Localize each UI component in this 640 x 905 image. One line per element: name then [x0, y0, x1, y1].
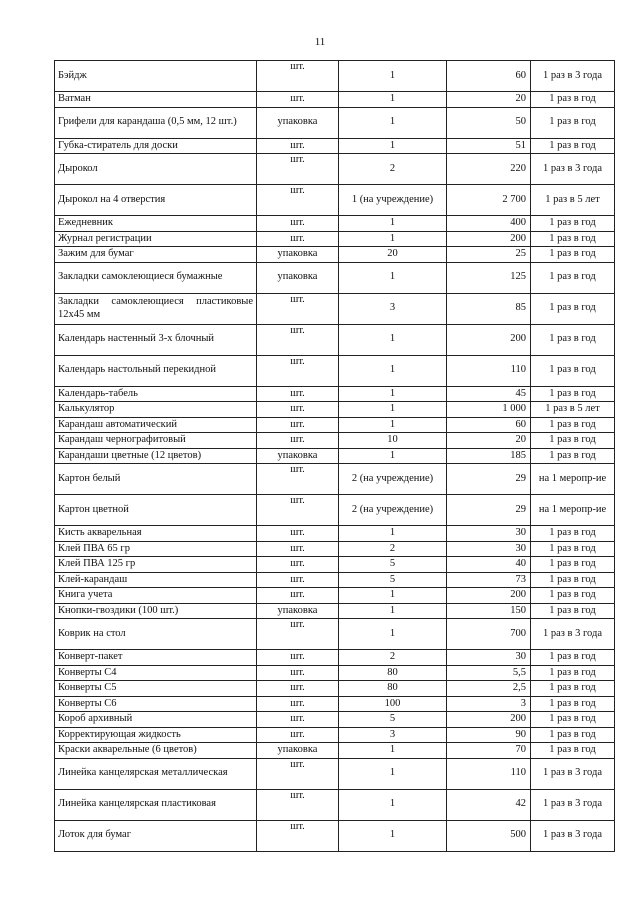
period-cell: 1 раз в год — [531, 433, 615, 449]
period-cell: 1 раз в 3 года — [531, 789, 615, 820]
unit-cell: шт. — [257, 138, 339, 154]
item-name-cell: Линейка канцелярская пластиковая — [55, 789, 257, 820]
period-cell: 1 раз в 5 лет — [531, 185, 615, 216]
quantity-cell: 1 — [339, 619, 447, 650]
price-cell: 5,5 — [447, 665, 531, 681]
item-name-cell: Карандаш чернографитовый — [55, 433, 257, 449]
price-cell: 42 — [447, 789, 531, 820]
unit-cell: шт. — [257, 216, 339, 232]
unit-cell: шт. — [257, 650, 339, 666]
table-row — [55, 712, 615, 728]
price-cell: 29 — [447, 495, 531, 526]
table-row — [55, 619, 615, 650]
item-name-cell: Конверт-пакет — [55, 650, 257, 666]
period-cell: 1 раз в год — [531, 572, 615, 588]
item-name-cell: Журнал регистрации — [55, 231, 257, 247]
unit-cell: шт. — [257, 758, 339, 789]
period-cell: 1 раз в 3 года — [531, 820, 615, 851]
price-cell: 200 — [447, 231, 531, 247]
unit-cell: шт. — [257, 402, 339, 418]
quantity-cell: 1 (на учреждение) — [339, 185, 447, 216]
unit-cell: упаковка — [257, 743, 339, 759]
unit-cell: шт. — [257, 464, 339, 495]
unit-cell: шт. — [257, 681, 339, 697]
period-cell: 1 раз в год — [531, 324, 615, 355]
item-name-cell: Календарь настольный перекидной — [55, 355, 257, 386]
item-name-cell: Кнопки-гвоздики (100 шт.) — [55, 603, 257, 619]
item-name-cell: Закладки самоклеющиеся пластиковые 12х45 мм — [55, 293, 257, 324]
item-name-cell: Зажим для бумаг — [55, 247, 257, 263]
item-name-cell: Конверты С4 — [55, 665, 257, 681]
period-cell: 1 раз в год — [531, 526, 615, 542]
price-cell: 2 700 — [447, 185, 531, 216]
item-name-cell: Дырокол — [55, 154, 257, 185]
price-cell: 90 — [447, 727, 531, 743]
price-cell: 73 — [447, 572, 531, 588]
price-cell: 200 — [447, 712, 531, 728]
table-row — [55, 650, 615, 666]
quantity-cell: 1 — [339, 92, 447, 108]
item-name-cell: Клей ПВА 125 гр — [55, 557, 257, 573]
item-name-cell: Губка-стиратель для доски — [55, 138, 257, 154]
price-cell: 500 — [447, 820, 531, 851]
price-cell: 125 — [447, 262, 531, 293]
quantity-cell: 10 — [339, 433, 447, 449]
period-cell: 1 раз в год — [531, 650, 615, 666]
period-cell: 1 раз в год — [531, 355, 615, 386]
price-cell: 85 — [447, 293, 531, 324]
price-cell: 220 — [447, 154, 531, 185]
quantity-cell: 1 — [339, 402, 447, 418]
table-row — [55, 138, 615, 154]
supplies-table — [54, 60, 615, 852]
period-cell: 1 раз в 5 лет — [531, 402, 615, 418]
period-cell: 1 раз в год — [531, 386, 615, 402]
table-row — [55, 681, 615, 697]
period-cell: 1 раз в год — [531, 262, 615, 293]
quantity-cell: 1 — [339, 324, 447, 355]
unit-cell: шт. — [257, 588, 339, 604]
item-name-cell: Калькулятор — [55, 402, 257, 418]
table-row — [55, 603, 615, 619]
unit-cell: шт. — [257, 231, 339, 247]
item-name-cell: Ежедневник — [55, 216, 257, 232]
quantity-cell: 1 — [339, 417, 447, 433]
quantity-cell: 1 — [339, 789, 447, 820]
period-cell: 1 раз в 3 года — [531, 61, 615, 92]
quantity-cell: 5 — [339, 572, 447, 588]
item-name-cell: Краски акварельные (6 цветов) — [55, 743, 257, 759]
table-row — [55, 464, 615, 495]
table-row — [55, 355, 615, 386]
period-cell: 1 раз в год — [531, 557, 615, 573]
unit-cell: упаковка — [257, 247, 339, 263]
quantity-cell: 2 — [339, 541, 447, 557]
unit-cell: шт. — [257, 572, 339, 588]
price-cell: 200 — [447, 588, 531, 604]
price-cell: 30 — [447, 650, 531, 666]
period-cell: 1 раз в год — [531, 712, 615, 728]
table-row — [55, 789, 615, 820]
price-cell: 400 — [447, 216, 531, 232]
quantity-cell: 5 — [339, 557, 447, 573]
unit-cell: упаковка — [257, 262, 339, 293]
unit-cell: шт. — [257, 696, 339, 712]
table-row — [55, 557, 615, 573]
table-row — [55, 448, 615, 464]
quantity-cell: 80 — [339, 665, 447, 681]
unit-cell: шт. — [257, 712, 339, 728]
unit-cell: шт. — [257, 789, 339, 820]
period-cell: 1 раз в год — [531, 665, 615, 681]
table-row — [55, 402, 615, 418]
price-cell: 185 — [447, 448, 531, 464]
price-cell: 20 — [447, 433, 531, 449]
unit-cell: шт. — [257, 386, 339, 402]
quantity-cell: 1 — [339, 231, 447, 247]
item-name-cell: Ватман — [55, 92, 257, 108]
item-name-cell: Лоток для бумаг — [55, 820, 257, 851]
quantity-cell: 1 — [339, 588, 447, 604]
period-cell: 1 раз в 3 года — [531, 619, 615, 650]
quantity-cell: 1 — [339, 526, 447, 542]
period-cell: 1 раз в год — [531, 247, 615, 263]
period-cell: на 1 меропр-ие — [531, 495, 615, 526]
unit-cell: упаковка — [257, 448, 339, 464]
price-cell: 51 — [447, 138, 531, 154]
period-cell: 1 раз в год — [531, 417, 615, 433]
unit-cell: шт. — [257, 154, 339, 185]
price-cell: 150 — [447, 603, 531, 619]
quantity-cell: 1 — [339, 448, 447, 464]
item-name-cell: Карандаши цветные (12 цветов) — [55, 448, 257, 464]
item-name-cell: Картон белый — [55, 464, 257, 495]
unit-cell: шт. — [257, 61, 339, 92]
quantity-cell: 1 — [339, 61, 447, 92]
table-row — [55, 324, 615, 355]
table-row — [55, 820, 615, 851]
item-name-cell: Дырокол на 4 отверстия — [55, 185, 257, 216]
unit-cell: шт. — [257, 727, 339, 743]
quantity-cell: 2 (на учреждение) — [339, 464, 447, 495]
period-cell: 1 раз в 3 года — [531, 758, 615, 789]
period-cell: 1 раз в год — [531, 231, 615, 247]
unit-cell: упаковка — [257, 107, 339, 138]
quantity-cell: 2 (на учреждение) — [339, 495, 447, 526]
quantity-cell: 1 — [339, 262, 447, 293]
period-cell: 1 раз в год — [531, 743, 615, 759]
period-cell: 1 раз в год — [531, 727, 615, 743]
table-row — [55, 696, 615, 712]
item-name-cell: Календарь настенный 3-х блочный — [55, 324, 257, 355]
table-row — [55, 417, 615, 433]
period-cell: 1 раз в год — [531, 293, 615, 324]
quantity-cell: 3 — [339, 293, 447, 324]
price-cell: 20 — [447, 92, 531, 108]
table-row — [55, 727, 615, 743]
item-name-cell: Коврик на стол — [55, 619, 257, 650]
item-name-cell: Линейка канцелярская металлическая — [55, 758, 257, 789]
price-cell: 200 — [447, 324, 531, 355]
quantity-cell: 1 — [339, 216, 447, 232]
period-cell: 1 раз в год — [531, 588, 615, 604]
table-row — [55, 495, 615, 526]
period-cell: 1 раз в год — [531, 216, 615, 232]
quantity-cell: 1 — [339, 386, 447, 402]
table-row — [55, 262, 615, 293]
unit-cell: шт. — [257, 185, 339, 216]
item-name-cell: Карандаш автоматический — [55, 417, 257, 433]
item-name-cell: Корректирующая жидкость — [55, 727, 257, 743]
table-row — [55, 588, 615, 604]
unit-cell: шт. — [257, 541, 339, 557]
period-cell: 1 раз в год — [531, 681, 615, 697]
page-number: 11 — [314, 36, 326, 48]
price-cell: 45 — [447, 386, 531, 402]
price-cell: 29 — [447, 464, 531, 495]
price-cell: 1 000 — [447, 402, 531, 418]
table-row — [55, 526, 615, 542]
unit-cell: шт. — [257, 820, 339, 851]
unit-cell: шт. — [257, 417, 339, 433]
period-cell: 1 раз в год — [531, 138, 615, 154]
table-row — [55, 92, 615, 108]
price-cell: 110 — [447, 355, 531, 386]
price-cell: 60 — [447, 61, 531, 92]
table-row — [55, 572, 615, 588]
price-cell: 30 — [447, 526, 531, 542]
period-cell: 1 раз в год — [531, 92, 615, 108]
unit-cell: шт. — [257, 665, 339, 681]
price-cell: 60 — [447, 417, 531, 433]
unit-cell: шт. — [257, 355, 339, 386]
item-name-cell: Клей ПВА 65 гр — [55, 541, 257, 557]
price-cell: 30 — [447, 541, 531, 557]
table-row — [55, 541, 615, 557]
price-cell: 2,5 — [447, 681, 531, 697]
item-name-cell: Короб архивный — [55, 712, 257, 728]
unit-cell: упаковка — [257, 603, 339, 619]
period-cell: 1 раз в год — [531, 107, 615, 138]
quantity-cell: 1 — [339, 820, 447, 851]
quantity-cell: 100 — [339, 696, 447, 712]
price-cell: 25 — [447, 247, 531, 263]
quantity-cell: 2 — [339, 154, 447, 185]
item-name-cell: Картон цветной — [55, 495, 257, 526]
quantity-cell: 20 — [339, 247, 447, 263]
quantity-cell: 1 — [339, 743, 447, 759]
unit-cell: шт. — [257, 495, 339, 526]
item-name-cell: Бэйдж — [55, 61, 257, 92]
item-name-cell: Кисть акварельная — [55, 526, 257, 542]
quantity-cell: 1 — [339, 107, 447, 138]
unit-cell: шт. — [257, 92, 339, 108]
table-row — [55, 231, 615, 247]
quantity-cell: 5 — [339, 712, 447, 728]
quantity-cell: 1 — [339, 138, 447, 154]
quantity-cell: 1 — [339, 758, 447, 789]
period-cell: 1 раз в год — [531, 541, 615, 557]
table-row — [55, 154, 615, 185]
period-cell: 1 раз в 3 года — [531, 154, 615, 185]
table-row — [55, 386, 615, 402]
item-name-cell: Клей-карандаш — [55, 572, 257, 588]
item-name-cell: Конверты С6 — [55, 696, 257, 712]
price-cell: 50 — [447, 107, 531, 138]
period-cell: 1 раз в год — [531, 448, 615, 464]
unit-cell: шт. — [257, 557, 339, 573]
unit-cell: шт. — [257, 433, 339, 449]
unit-cell: шт. — [257, 526, 339, 542]
table-row — [55, 743, 615, 759]
table-row — [55, 185, 615, 216]
quantity-cell: 80 — [339, 681, 447, 697]
quantity-cell: 1 — [339, 355, 447, 386]
quantity-cell: 1 — [339, 603, 447, 619]
quantity-cell: 3 — [339, 727, 447, 743]
price-cell: 700 — [447, 619, 531, 650]
table-row — [55, 293, 615, 324]
supplies-table-body — [55, 61, 615, 852]
item-name-cell: Книга учета — [55, 588, 257, 604]
price-cell: 70 — [447, 743, 531, 759]
period-cell: 1 раз в год — [531, 603, 615, 619]
unit-cell: шт. — [257, 293, 339, 324]
unit-cell: шт. — [257, 324, 339, 355]
table-row — [55, 433, 615, 449]
price-cell: 110 — [447, 758, 531, 789]
unit-cell: шт. — [257, 619, 339, 650]
period-cell: на 1 меропр-ие — [531, 464, 615, 495]
item-name-cell: Календарь-табель — [55, 386, 257, 402]
table-row — [55, 107, 615, 138]
table-row — [55, 247, 615, 263]
quantity-cell: 2 — [339, 650, 447, 666]
item-name-cell: Закладки самоклеющиеся бумажные — [55, 262, 257, 293]
table-row — [55, 216, 615, 232]
period-cell: 1 раз в год — [531, 696, 615, 712]
price-cell: 3 — [447, 696, 531, 712]
price-cell: 40 — [447, 557, 531, 573]
table-row — [55, 665, 615, 681]
item-name-cell: Конверты С5 — [55, 681, 257, 697]
table-row — [55, 758, 615, 789]
item-name-cell: Грифели для карандаша (0,5 мм, 12 шт.) — [55, 107, 257, 138]
table-row — [55, 61, 615, 92]
